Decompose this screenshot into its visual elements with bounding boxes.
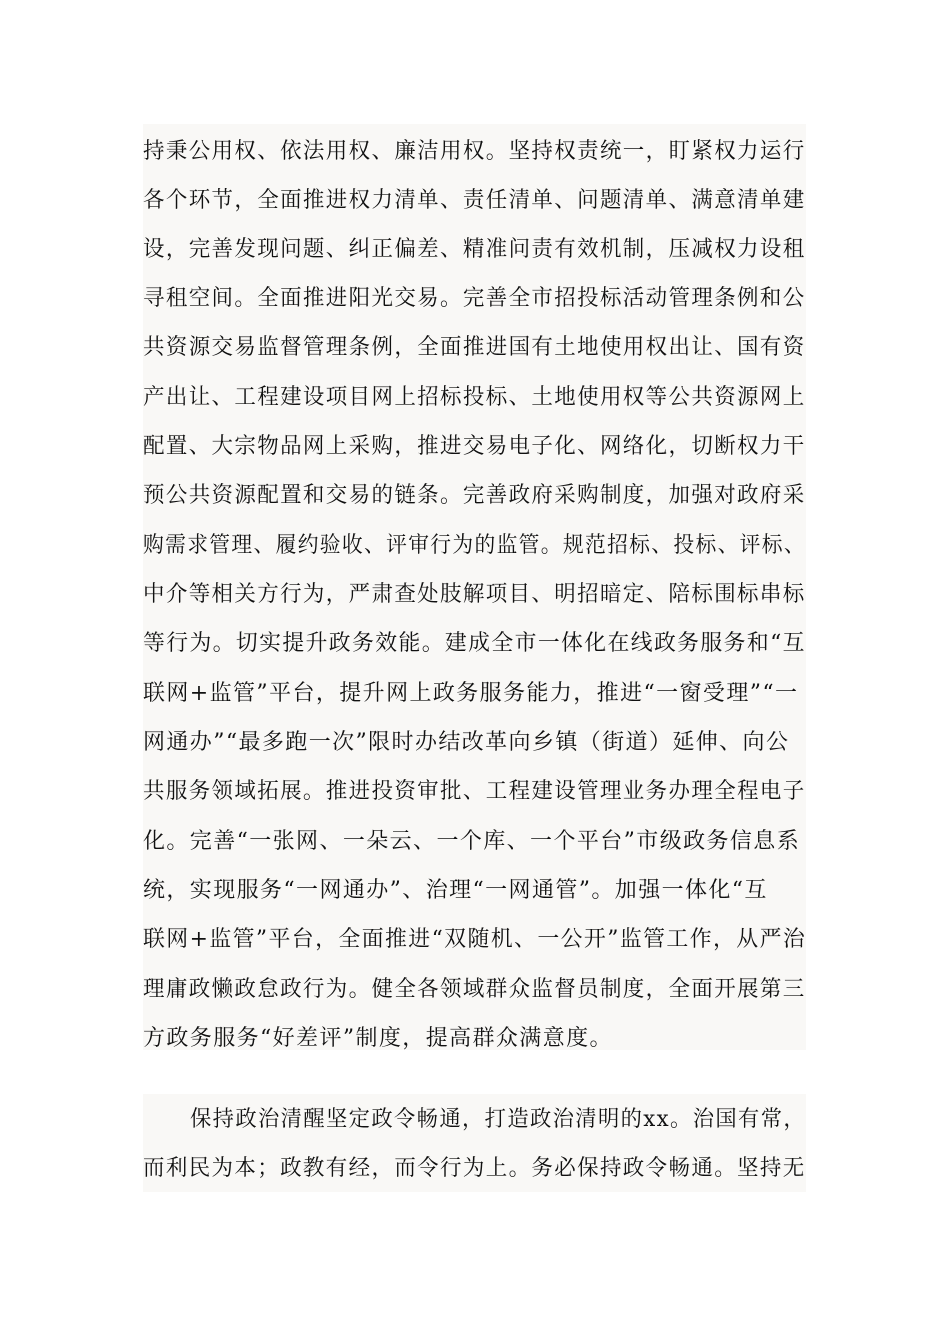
text-line: 寻租空间。全面推进阳光交易。完善全市招投标活动管理条例和公	[143, 286, 806, 311]
text-line: 共资源交易监督管理条例，全面推进国有土地使用权出让、国有资	[143, 335, 806, 360]
text-line: 化。完善“一张网、一朵云、一个库、一个平台”市级政务信息系	[143, 829, 801, 854]
text-line: 等行为。切实提升政务效能。建成全市一体化在线政务服务和“互	[143, 631, 806, 656]
text-line: 持秉公用权、依法用权、廉洁用权。坚持权责统一，盯紧权力运行	[143, 139, 806, 164]
text-line: 而利民为本；政教有经，而令行为上。务必保持政令畅通。坚持无	[143, 1156, 806, 1181]
text-line: 方政务服务“好差评”制度，提高群众满意度。	[143, 1026, 613, 1051]
paragraph-2	[143, 1094, 806, 1192]
text-line: 理庸政懒政怠政行为。健全各领域群众监督员制度，全面开展第三	[143, 977, 806, 1002]
text-line: 中介等相关方行为，严肃查处肢解项目、明招暗定、陪标围标串标	[143, 582, 806, 607]
text-line: 联网+监管”平台，提升网上政务服务能力，推进“一窗受理”“一	[143, 681, 799, 706]
text-line: 购需求管理、履约验收、评审行为的监管。规范招标、投标、评标、	[143, 533, 806, 558]
text-line: 配置、大宗物品网上采购，推进交易电子化、网络化，切断权力干	[143, 434, 806, 459]
text-line: 共服务领域拓展。推进投资审批、工程建设管理业务办理全程电子	[143, 779, 806, 804]
text-line: 预公共资源配置和交易的链条。完善政府采购制度，加强对政府采	[143, 483, 806, 508]
text-line: 保持政治清醒坚定政令畅通，打造政治清明的xx。治国有常，	[190, 1107, 807, 1132]
text-line: 产出让、工程建设项目网上招标投标、土地使用权等公共资源网上	[143, 385, 806, 410]
text-line: 联网+监管”平台，全面推进“双随机、一公开”监管工作，从严治	[143, 927, 807, 952]
text-line: 网通办”“最多跑一次”限时办结改革向乡镇（街道）延伸、向公	[143, 730, 790, 755]
text-line: 设，完善发现问题、纠正偏差、精准问责有效机制，压减权力设租	[143, 237, 806, 262]
paragraph-1	[143, 124, 806, 1050]
text-line: 各个环节，全面推进权力清单、责任清单、问题清单、满意清单建	[143, 188, 806, 213]
text-line: 统，实现服务“一网通办”、治理“一网通管”。加强一体化“互	[143, 878, 768, 903]
